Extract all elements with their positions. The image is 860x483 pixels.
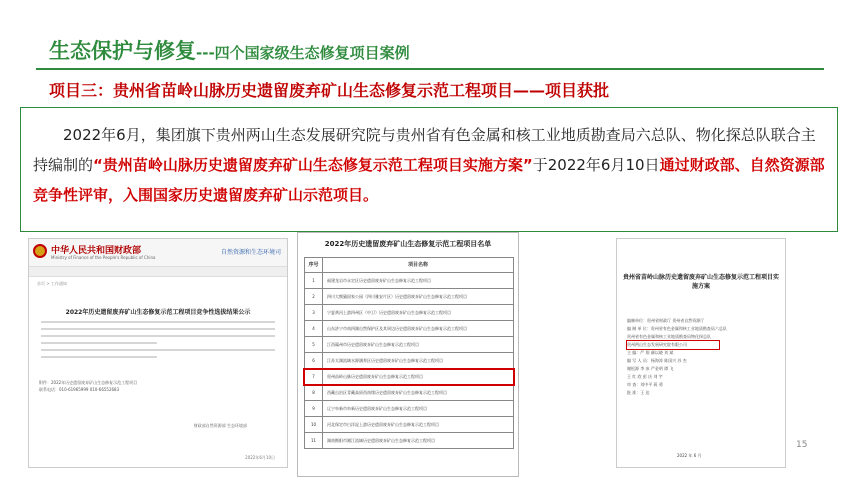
title-sub-text: ---四个国家级生态修复项目案例 [196,44,410,62]
table-row [304,401,514,417]
table-row [304,353,514,369]
gov-header [29,239,287,267]
highlighted-credit-line: 贵州两山生态发展研究院有限公司 [627,341,719,349]
row-project-name: 江苏太湖流域水源涵养区历史遗留废弃矿山生态修复示范工程项目 [327,358,443,363]
attachment-line: 附件：2022年历史遗留废弃矿山生态修复示范工程项目 [39,380,138,385]
para-part1: 2022年6月，集团旗下贵州两山生态发展研究院与贵州省有色金属和核工业地质勘查局六总队、物化探总队联合主持编制的 [33,126,816,174]
row-index: 9 [305,401,323,416]
table-row [304,433,514,449]
row-project-name: 江西赣州市历史遗留废弃矿山生态修复示范工程项目 [327,342,419,347]
credit-line: 审 查：刘中平 蒋 勇 [627,382,663,387]
row-project-name: 山东济宁市南四湖自然保护区及其周边历史遗留废弃矿山生态修复示范工程项目 [327,326,467,331]
text-line [41,328,275,330]
row-index: 6 [305,353,323,368]
text-line [41,342,157,344]
implementation-plan-cover [616,238,786,468]
table-row [304,385,514,401]
text-line [41,349,275,351]
gov-nav-bar [29,267,287,277]
row-index: 11 [305,433,323,448]
title-main-text: 生态保护与修复 [49,39,196,63]
row-project-name: 福建龙岩市永定区历史遗留废弃矿山生态修复示范工程项目 [327,278,431,283]
table-row [304,273,514,289]
signatory: 财政部自然资源部 生态环境部 [193,423,247,428]
announcement-meta [39,379,137,393]
text-line [41,356,157,358]
plan-credits [627,317,777,397]
row-index: 7 [305,369,323,384]
row-index: 5 [305,337,323,352]
header-name: 项目名称 [407,262,428,268]
project-list-title: 2022年历史遗留废弃矿山生态修复示范工程项目名单 [324,240,492,248]
credit-line: 王 红 欣 彭 庆 刘 宇 [627,374,663,379]
row-index: 10 [305,417,323,432]
gov-department: 自然资源和生态环境司 [220,249,281,256]
page-title [49,35,410,65]
para-part3: 于2022年6月10日 [532,156,660,174]
text-line [41,335,275,337]
credit-line: 贵州省有色金属和核工业地质勘查局物化探总队 [627,334,711,339]
row-project-name: 辽宁阜新市阜新历史遗留废弃矿山生态修复示范工程项目 [327,406,427,411]
page-number: 15 [796,440,808,450]
table-row [304,417,514,433]
credit-line: 谢松源 李 冰 严金明 谭 飞 [627,366,674,371]
row-project-name: 宁夏黄河上游四州区（中卫）历史遗留废弃矿山生态修复示范工程项目 [327,310,451,315]
credit-line: 主 编：严 翔 颜以晓 刘 斌 [627,350,674,355]
table-row [304,321,514,337]
row-index: 2 [305,289,323,304]
table-header-row [304,257,514,273]
contact-line: 联系电话：010-61965999 010-66552683 [39,387,120,392]
text-line [41,321,275,323]
description-paragraph [33,120,825,210]
table-row [304,337,514,353]
para-part2: “贵州苗岭山脉历史遗留废弃矿山生态修复示范工程项目实施方案” [93,156,533,174]
row-index: 8 [305,385,323,400]
credit-line: 批 准：王 达 [627,390,650,395]
row-project-name: 西藏自治区青藏高原西南缘历史遗留废弃矿山生态修复示范工程项目 [327,390,447,395]
credit-line: 编 制 单 位：贵州省有色金属和核工业地质勘查局六总队 [627,326,727,331]
credit-line: 编制单位：贵州省财政厅 贵州省自然资源厅 [627,318,705,323]
announcement-date: 2022年6月10日 [245,455,275,460]
project-list-screenshot [297,232,519,477]
row-project-name: 贵州苗岭山脉历史遗留废弃矿山生态修复示范工程项目 [327,374,423,379]
credit-line: 编 写 人 员：杨海涛 陈国兴 苏 杰 [627,358,687,363]
table-row [304,305,514,321]
gov-name: 中华人民共和国财政部 [51,246,142,256]
project-list-table [304,257,514,449]
title-underline [36,68,824,70]
project-subtitle: 项目三：贵州省苗岭山脉历史遗留废弃矿山生态修复示范工程项目——项目获批 [49,81,610,100]
highlighted-table-row [304,369,514,385]
breadcrumb: 首页 > 工作通知 [37,281,67,286]
row-project-name: 四川大熊猫国家公园（四川雅安片区）历史遗留废弃矿山生态修复示范工程项目 [327,294,467,299]
table-row [304,289,514,305]
plan-title: 贵州省苗岭山脉历史遗留废弃矿山生态修复示范工程项目实施方案 [623,274,780,290]
national-emblem-icon [33,244,47,258]
announcement-title: 2022年历史遗留废弃矿山生态修复示范工程项目竞争性选拔结果公示 [65,309,251,316]
gov-english-name: Ministry of Finance of the People's Republic of China [51,255,156,260]
row-index: 1 [305,273,323,288]
mof-announcement-screenshot [28,238,288,468]
row-project-name: 河北保定市白洋淀上游历史遗留废弃矿山生态修复示范工程项目 [327,422,439,427]
content-box [20,107,838,232]
plan-date: 2022 年 6 月 [677,453,702,458]
para-part4: 通过财政部、自然资源部竞争性评审，入围国家历史遗留废弃矿山示范项目。 [33,156,825,204]
row-index: 3 [305,305,323,320]
header-index: 序号 [305,258,323,272]
row-project-name: 湖南衡阳市湘江流域历史遗留废弃矿山生态修复示范工程项目 [327,438,435,443]
row-index: 4 [305,321,323,336]
